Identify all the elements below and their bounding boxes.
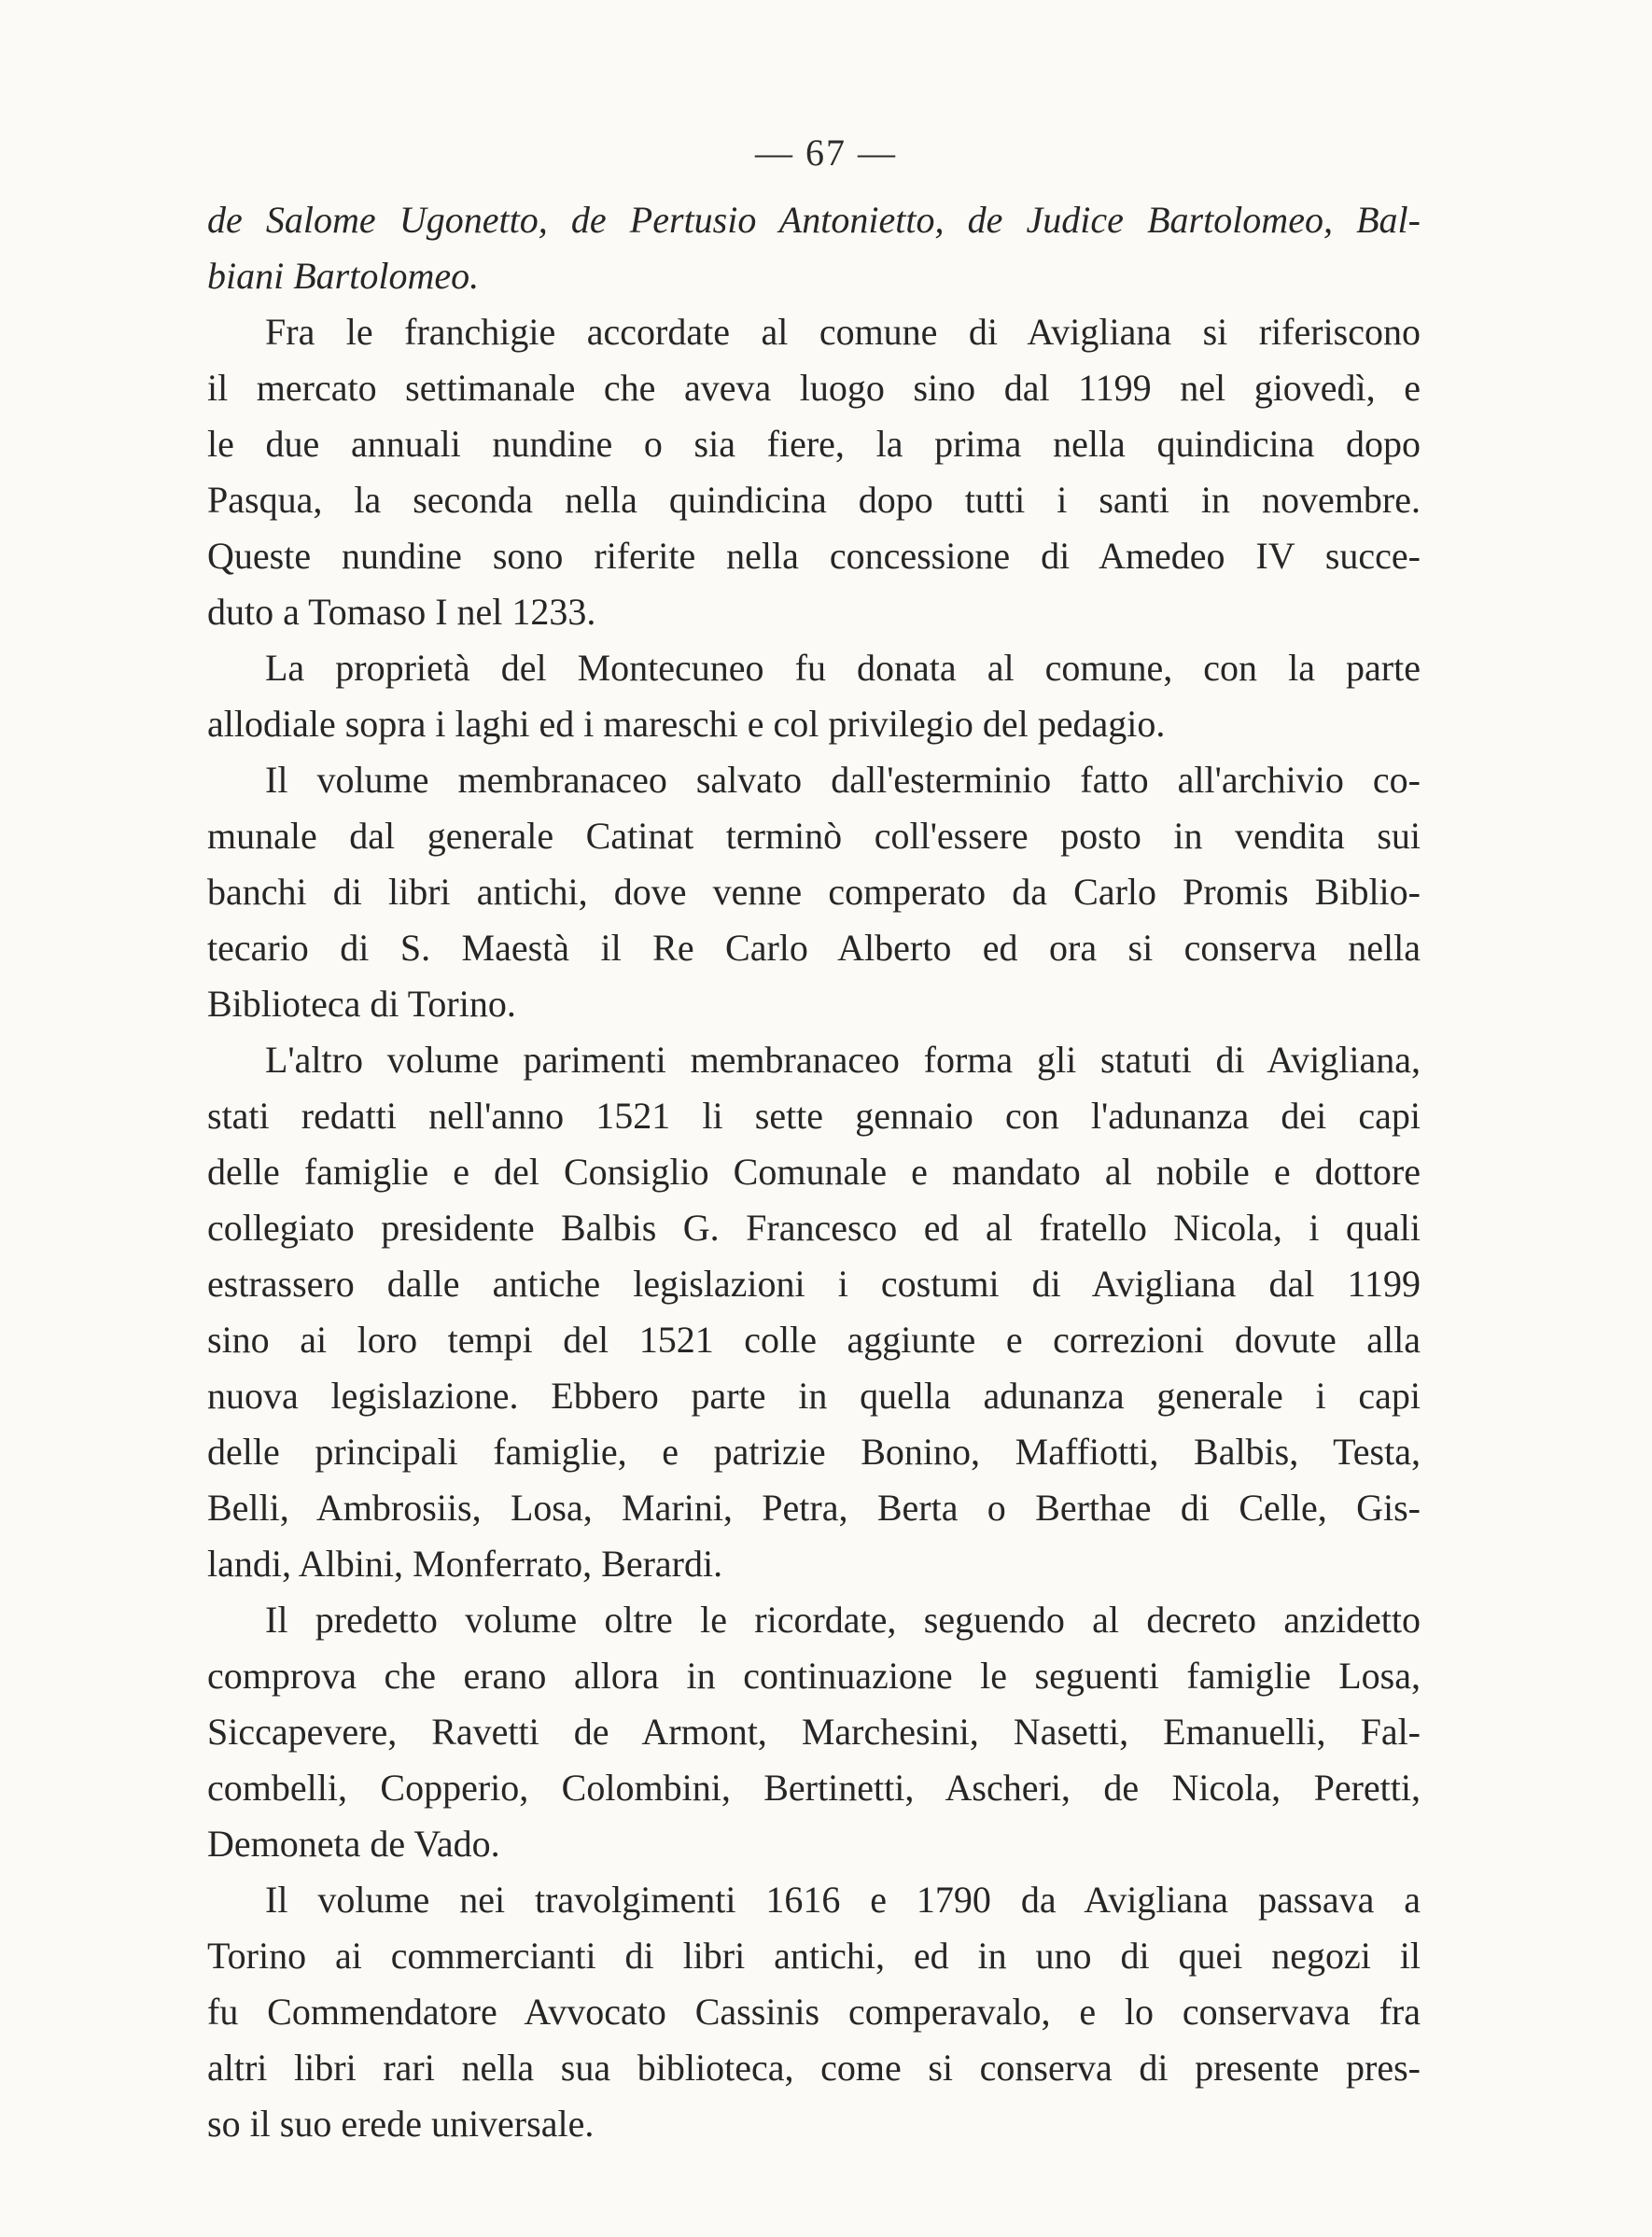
text-line: Torino ai commercianti di libri antichi, ed in uno di quei negozi il — [207, 1935, 1421, 1977]
text-line: altri libri rari nella sua biblioteca, come si conserva di presente pres- — [207, 2047, 1421, 2089]
text-line: fu Commendatore Avvocato Cassinis comperavalo, e lo conservava fra — [207, 1991, 1421, 2033]
text-line: Il volume nei travolgimenti 1616 e 1790 da Avigliana passava a — [265, 1879, 1421, 1921]
text-line: duto a Tomaso I nel 1233. — [207, 591, 596, 633]
text-line: Il predetto volume oltre le ricordate, seguendo al decreto anzidetto — [265, 1599, 1421, 1641]
text-line: nuova legislazione. Ebbero parte in quella adunanza generale i capi — [207, 1375, 1421, 1417]
text-line: estrassero dalle antiche legislazioni i costumi di Avigliana dal 1199 — [207, 1263, 1421, 1305]
text-line: munale dal generale Catinat terminò coll'essere posto in vendita sui — [207, 815, 1421, 857]
text-line: landi, Albini, Monferrato, Berardi. — [207, 1543, 723, 1585]
text-line: le due annuali nundine o sia fiere, la prima nella quindicina dopo — [207, 423, 1421, 465]
text-line: Siccapevere, Ravetti de Armont, Marchesini, Nasetti, Emanuelli, Fal- — [207, 1711, 1421, 1753]
text-line: allodiale sopra i laghi ed i mareschi e col privilegio del pedagio. — [207, 703, 1166, 745]
text-line: delle principali famiglie, e patrizie Bonino, Maffiotti, Balbis, Testa, — [207, 1431, 1421, 1473]
text-line: comprova che erano allora in continuazione le seguenti famiglie Losa, — [207, 1655, 1421, 1697]
text-line: Queste nundine sono riferite nella concessione di Amedeo IV succe- — [207, 535, 1421, 577]
page-number: — 67 — — [755, 132, 897, 174]
text-line: delle famiglie e del Consiglio Comunale e mandato al nobile e dottore — [207, 1151, 1421, 1193]
text-line: Demoneta de Vado. — [207, 1823, 500, 1865]
text-line: de Salome Ugonetto, de Pertusio Antonietto, de Judice Bartolomeo, Bal- — [207, 199, 1421, 241]
text-line: tecario di S. Maestà il Re Carlo Alberto ed ora si conserva nella — [207, 927, 1421, 969]
text-line: collegiato presidente Balbis G. Francesco ed al fratello Nicola, i quali — [207, 1207, 1421, 1249]
text-line: stati redatti nell'anno 1521 li sette gennaio con l'adunanza dei capi — [207, 1095, 1421, 1137]
text-line: Belli, Ambrosiis, Losa, Marini, Petra, Berta o Berthae di Celle, Gis- — [207, 1487, 1421, 1529]
text-line: Biblioteca di Torino. — [207, 983, 516, 1025]
text-line: il mercato settimanale che aveva luogo sino dal 1199 nel giovedì, e — [207, 367, 1421, 409]
text-line: Pasqua, la seconda nella quindicina dopo tutti i santi in novembre. — [207, 479, 1421, 521]
body-text — [207, 192, 1421, 2152]
text-line: L'altro volume parimenti membranaceo forma gli statuti di Avigliana, — [265, 1039, 1421, 1081]
text-line: La proprietà del Montecuneo fu donata al comune, con la parte — [265, 647, 1421, 689]
text-line: Il volume membranaceo salvato dall'esterminio fatto all'archivio co- — [265, 759, 1421, 801]
text-line: Fra le franchigie accordate al comune di Avigliana si riferiscono — [265, 311, 1421, 353]
text-line: biani Bartolomeo. — [207, 255, 480, 297]
text-line: banchi di libri antichi, dove venne comperato da Carlo Promis Biblio- — [207, 871, 1421, 913]
text-line: combelli, Copperio, Colombini, Bertinetti, Ascheri, de Nicola, Peretti, — [207, 1767, 1421, 1809]
text-line: so il suo erede universale. — [207, 2103, 595, 2145]
text-line: sino ai loro tempi del 1521 colle aggiunte e correzioni dovute alla — [207, 1319, 1421, 1361]
